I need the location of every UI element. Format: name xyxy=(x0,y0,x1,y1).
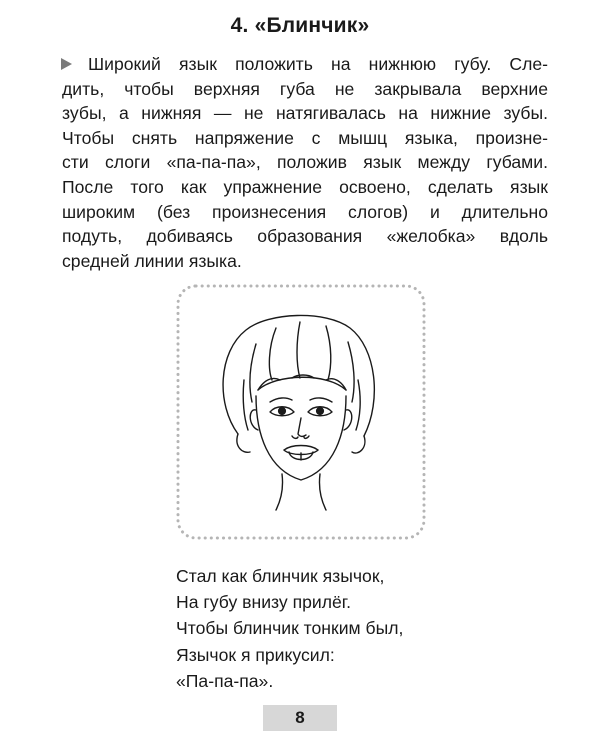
instruction-line: средней линии языка. xyxy=(62,250,242,271)
illustration-frame xyxy=(176,284,426,540)
child-face-illustration xyxy=(176,284,426,540)
exercise-title: 4. «Блинчик» xyxy=(230,14,370,37)
instruction-line: подуть, добиваясь образования «желобка» вдоль xyxy=(62,226,548,247)
poem-line: Язычок я прикусил: xyxy=(176,644,335,665)
instruction-line: дить, чтобы верхняя губа не закрывала верхние xyxy=(62,78,548,99)
poem xyxy=(176,563,536,694)
instructions-paragraph xyxy=(62,52,548,273)
poem-line: На губу внизу прилёг. xyxy=(176,592,351,613)
instruction-line: Чтобы снять напряжение с мышц языка, произне- xyxy=(62,127,548,148)
instruction-line: После того как упражнение освоено, сделать язык xyxy=(62,176,548,197)
instruction-line: сти слоги «па-па-па», положив язык между губами. xyxy=(62,152,548,173)
instruction-line: широким (без произнесения слогов) и длительно xyxy=(62,201,548,222)
poem-line: «Па-па-па». xyxy=(176,670,274,691)
instruction-line: Широкий язык положить на нижнюю губу. Сле- xyxy=(88,54,548,74)
poem-line: Стал как блинчик язычок, xyxy=(176,566,385,586)
page-number: 8 xyxy=(263,705,337,731)
poem-line: Чтобы блинчик тонким был, xyxy=(176,618,404,639)
instruction-line: зубы, а нижняя — не натягивалась на нижние зубы. xyxy=(62,103,548,124)
